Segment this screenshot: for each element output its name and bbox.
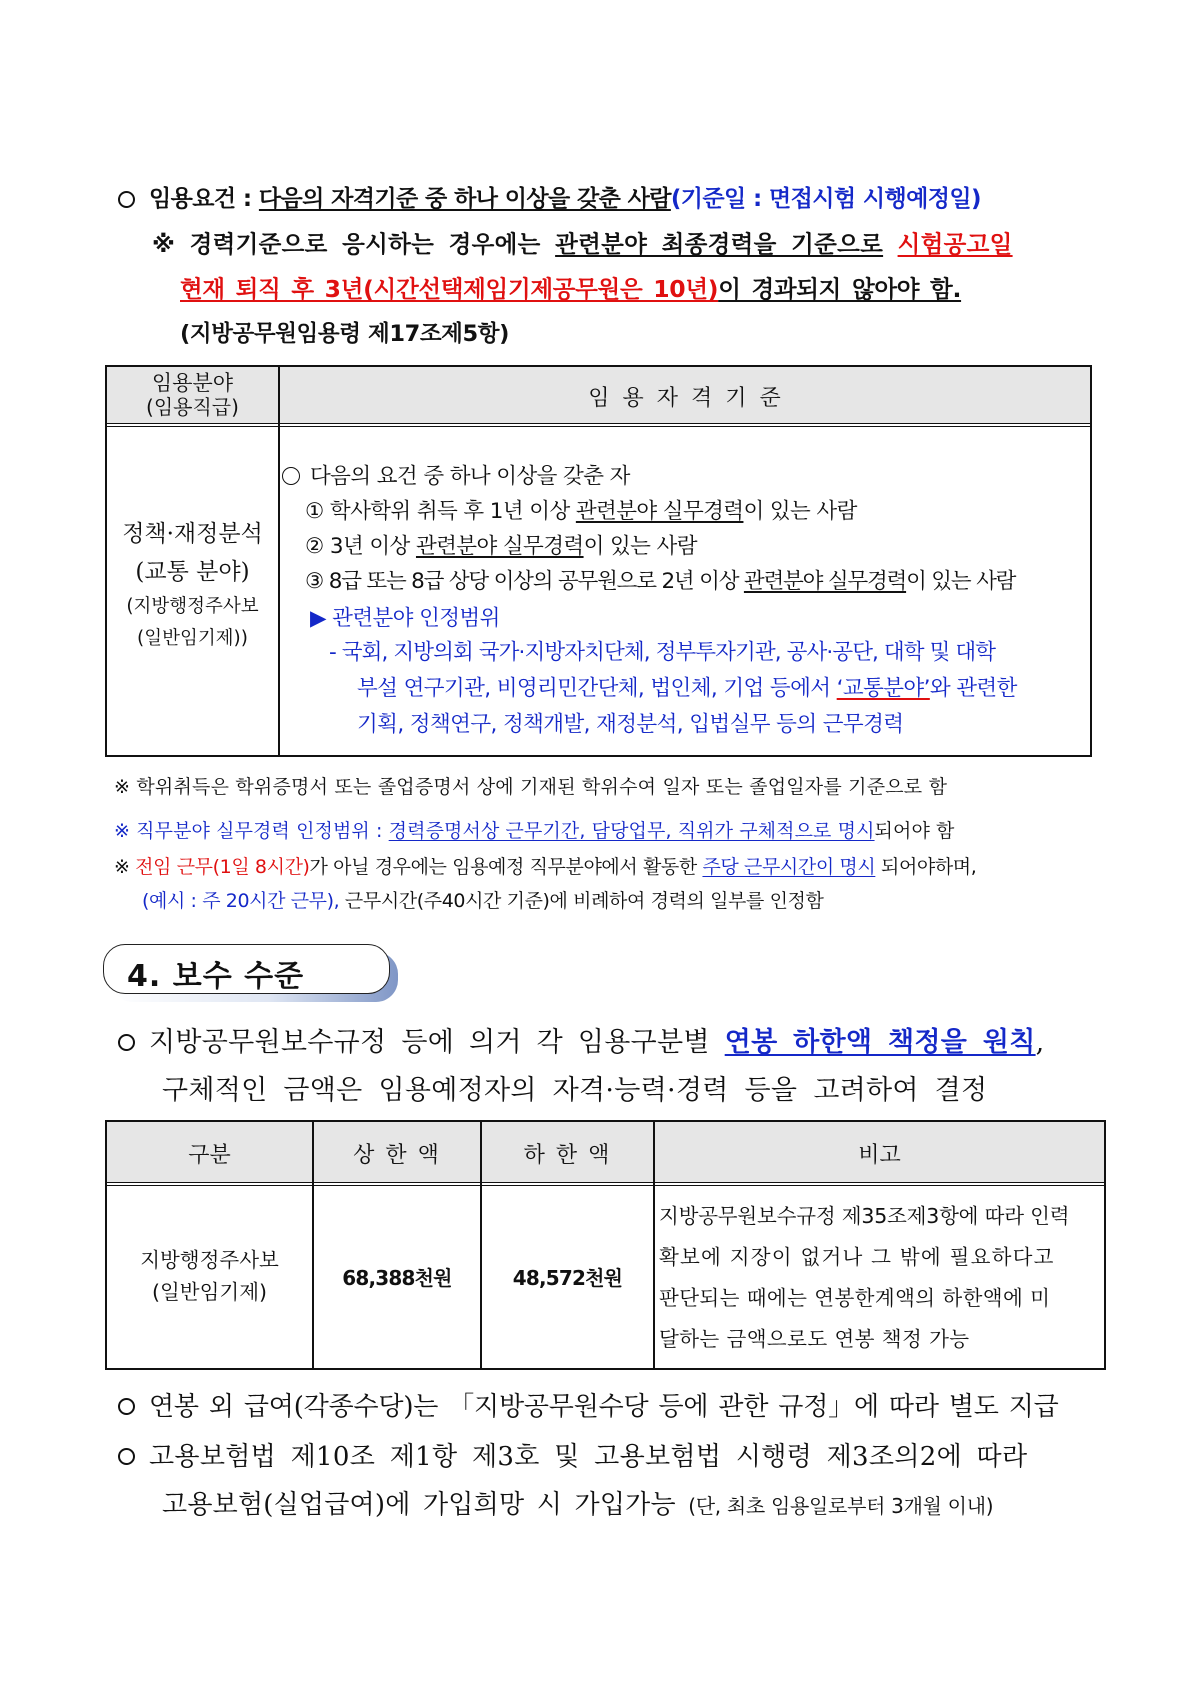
header-double-rule bbox=[107, 423, 1090, 427]
eligibility-ref-date: (기준일 : 면접시험 시행예정일) bbox=[670, 186, 981, 212]
header-col1-line1: 임용분야 bbox=[151, 371, 234, 395]
note-3 bbox=[114, 852, 976, 879]
note-1: ※ 학위취득은 학위증명서 또는 졸업증명서 상에 기재된 학위수여 일자 또는 졸업일자를 기준으로 함 bbox=[114, 776, 948, 798]
field-line2: (교통 분야) bbox=[135, 559, 250, 585]
circle-bullet-icon bbox=[118, 1034, 135, 1051]
req1-c: 이 있는 사람 bbox=[743, 499, 857, 524]
note-line1-c: 시험공고일 bbox=[897, 230, 1013, 258]
scope-line2-c: 와 관련한 bbox=[929, 676, 1017, 701]
req-intro-text: 다음의 요건 중 하나 이상을 갖춘 자 bbox=[310, 464, 630, 489]
req3-a: ③ 8급 또는 8급 상당 이상의 공무원으로 2년 이상 bbox=[305, 569, 739, 594]
note-3-f: 근무시간(주40시간 기준)에 비례하여 경력의 일부를 인정함 bbox=[344, 890, 824, 912]
remark-cell bbox=[659, 1196, 1069, 1360]
rank-cell bbox=[107, 1244, 312, 1308]
header-col1 bbox=[107, 371, 278, 419]
salary-principle-line1 bbox=[118, 1020, 1045, 1059]
header-double-rule bbox=[107, 1182, 1104, 1186]
eligibility-table bbox=[105, 365, 1092, 757]
header-remark: 비고 bbox=[858, 1143, 901, 1168]
note-2-a: ※ 직무분야 실무경력 인정범위 : bbox=[114, 820, 383, 842]
eligibility-note-line3: (지방공무원임용령 제17조제5항) bbox=[180, 321, 509, 347]
eligibility-line bbox=[118, 180, 981, 213]
req2-c: 이 있는 사람 bbox=[583, 534, 697, 559]
header-upper-limit: 상 한 액 bbox=[353, 1143, 441, 1168]
field-cell bbox=[107, 515, 278, 655]
allowance-line bbox=[118, 1386, 1059, 1423]
upper-limit-value: 68,388천원 bbox=[342, 1266, 452, 1290]
remark-line2: 확보에 지장이 없거나 그 밖에 필요하다고 bbox=[659, 1245, 1055, 1269]
req2-b: 관련분야 실무경력 bbox=[415, 534, 584, 559]
header-col2: 임 용 자 격 기 준 bbox=[588, 386, 784, 411]
field-line1: 정책·재정분석 bbox=[122, 521, 263, 547]
salary-p1-b: 연봉 하한액 책정을 원칙 bbox=[724, 1027, 1036, 1058]
insurance-line2-a: 고용보험(실업급여)에 가입희망 시 가입가능 bbox=[162, 1490, 676, 1520]
req-3 bbox=[305, 564, 1015, 595]
note-line1-a: 경력기준으로 응시하는 경우에는 bbox=[189, 230, 541, 258]
note-line2-a: 현재 퇴직 후 3년(시간선택제임기제공무원은 10년) bbox=[180, 275, 719, 303]
remark-line4: 달하는 금액으로도 연봉 책정 가능 bbox=[659, 1327, 970, 1351]
req3-c: 이 있는 사람 bbox=[906, 569, 1016, 594]
req1-b: 관련분야 실무경력 bbox=[575, 499, 744, 524]
remark-line1: 지방공무원보수규정 제35조제3항에 따라 인력 bbox=[659, 1204, 1070, 1228]
insurance-text: 고용보험법 제10조 제1항 제3호 및 고용보험법 시행령 제3조의2에 따라 bbox=[149, 1442, 1028, 1472]
note-2-c: 되어야 함 bbox=[874, 820, 955, 842]
insurance-line2 bbox=[162, 1484, 993, 1521]
section-4-header bbox=[103, 944, 396, 996]
note-3-d: 되어야하며, bbox=[880, 856, 977, 878]
scope-line1: - 국회, 지방의회 국가·지방자치단체, 정부투자기관, 공사·공단, 대학 및 대학 bbox=[329, 640, 996, 665]
column-divider bbox=[278, 367, 280, 755]
section-4-title: 4. 보수 수준 bbox=[127, 959, 305, 994]
eligibility-label: 임용요건 : bbox=[149, 186, 252, 212]
req-intro bbox=[282, 459, 630, 490]
note-2 bbox=[114, 816, 955, 843]
insurance-line1 bbox=[118, 1436, 1027, 1473]
rank-line2: (일반임기제) bbox=[151, 1280, 267, 1304]
note-2-b: 경력증명서상 근무기간, 담당업무, 직위가 구체적으로 명시 bbox=[388, 820, 875, 842]
remark-line3: 판단되는 때에는 연봉한계액의 하한액에 미 bbox=[659, 1286, 1051, 1310]
req-2 bbox=[305, 529, 697, 560]
req-1 bbox=[305, 494, 857, 525]
header-category: 구분 bbox=[188, 1143, 231, 1168]
note-3-a: 전임 근무(1일 8시간) bbox=[135, 856, 310, 878]
salary-table bbox=[105, 1120, 1106, 1370]
note-3-e: (예시 : 주 20시간 근무), bbox=[142, 890, 340, 912]
note-line1-b: 관련분야 최종경력을 기준으로 bbox=[555, 230, 884, 258]
scope-line3: 기획, 정책연구, 정책개발, 재정분석, 입법실무 등의 근무경력 bbox=[357, 712, 904, 737]
note-mark: ※ bbox=[152, 230, 176, 258]
note-3-b: 가 아닐 경우에는 임용예정 직무분야에서 활동한 bbox=[309, 856, 697, 878]
eligibility-text: 다음의 자격기준 중 하나 이상을 갖춘 사람 bbox=[258, 186, 671, 212]
scope-title: ▶ 관련분야 인정범위 bbox=[310, 606, 500, 631]
insurance-line2-b: (단, 최초 임용일로부터 3개월 이내) bbox=[688, 1494, 994, 1518]
circle-bullet-icon bbox=[118, 191, 135, 208]
header-lower-limit: 하 한 액 bbox=[523, 1143, 612, 1168]
scope-line2 bbox=[357, 671, 1017, 702]
eligibility-note-line1 bbox=[152, 225, 1013, 259]
note-line2-b: 이 경과되지 않아야 함. bbox=[718, 275, 962, 303]
note-3-cont bbox=[142, 886, 823, 913]
note-3-c: 주당 근무시간이 명시 bbox=[702, 856, 876, 878]
req2-a: ② 3년 이상 bbox=[305, 534, 410, 559]
salary-p1-c: , bbox=[1035, 1027, 1045, 1058]
circle-bullet-icon bbox=[118, 1398, 135, 1415]
field-line4: (일반임기제)) bbox=[136, 628, 248, 649]
rank-line1: 지방행정주사보 bbox=[140, 1248, 279, 1272]
hollow-circle-bullet-icon bbox=[282, 467, 300, 485]
header-col1-line2: (임용직급) bbox=[146, 395, 239, 419]
lower-limit-value: 48,572천원 bbox=[512, 1266, 623, 1290]
eligibility-note-line2 bbox=[180, 270, 961, 304]
salary-principle-line2: 구체적인 금액은 임용예정자의 자격·능력·경력 등을 고려하여 결정 bbox=[162, 1075, 988, 1106]
req1-a: ① 학사학위 취득 후 1년 이상 bbox=[305, 499, 570, 524]
scope-line2-a: 부설 연구기관, 비영리민간단체, 법인체, 기업 등에서 bbox=[357, 676, 831, 701]
circle-bullet-icon bbox=[118, 1448, 135, 1465]
field-line3: (지방행정주사보 bbox=[126, 596, 259, 617]
note-3-mark: ※ bbox=[114, 856, 130, 878]
salary-p1-a: 지방공무원보수규정 등에 의거 각 임용구분별 bbox=[149, 1027, 710, 1058]
allowance-text: 연봉 외 급여(각종수당)는 「지방공무원수당 등에 관한 규정」에 따라 별도 지급 bbox=[149, 1392, 1059, 1422]
req3-b: 관련분야 실무경력 bbox=[743, 569, 907, 594]
scope-line2-b: ‘교통분야’ bbox=[836, 676, 930, 701]
